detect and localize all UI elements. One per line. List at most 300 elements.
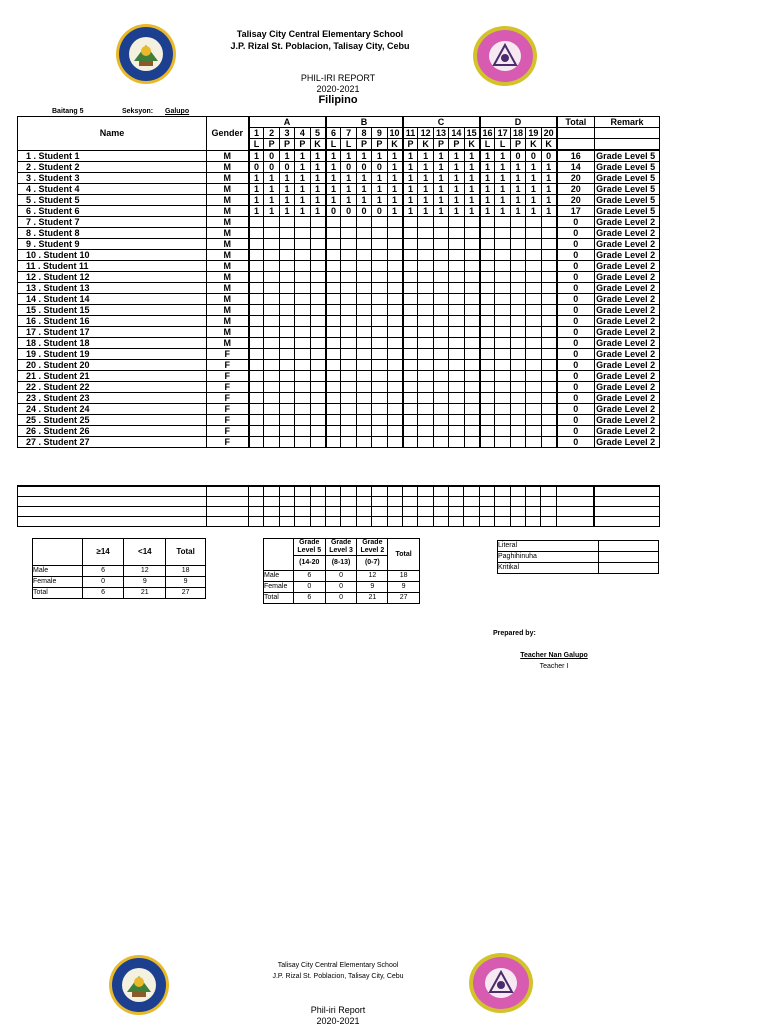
student-name-text: Student 7 — [36, 217, 80, 227]
score-cell — [403, 283, 418, 294]
col-header: Grade Level 2 — [357, 539, 388, 556]
blank-cell — [264, 507, 279, 517]
page2-school-address: J.P. Rizal St. Poblacion, Talisay City, Cebu — [272, 973, 404, 980]
student-number: 9 — [26, 239, 32, 249]
cell: 0 — [325, 582, 357, 593]
score-cell: 0 — [372, 206, 387, 217]
student-number: 2 — [26, 162, 32, 172]
student-name: 25 . Student 25 — [18, 415, 207, 426]
score-cell — [403, 371, 418, 382]
student-name: 26 . Student 26 — [18, 426, 207, 437]
score-cell — [541, 294, 556, 305]
score-cell — [541, 228, 556, 239]
score-cell: 1 — [541, 206, 556, 217]
item-number: 10 — [387, 128, 402, 139]
student-name-text: Student 20 — [41, 360, 90, 370]
blank-cell — [464, 486, 479, 497]
score-cell — [326, 217, 341, 228]
score-cell — [495, 415, 510, 426]
score-cell — [495, 437, 510, 448]
blank-cell — [279, 497, 294, 507]
item-code: P — [449, 139, 464, 151]
row-label: Male — [33, 566, 83, 577]
score-cell — [541, 349, 556, 360]
student-number: 6 — [26, 206, 32, 216]
score-cell — [326, 415, 341, 426]
item-number: 11 — [403, 128, 418, 139]
student-total: 0 — [557, 437, 595, 448]
item-code: L — [495, 139, 510, 151]
student-name: 17 . Student 17 — [18, 327, 207, 338]
score-cell — [356, 404, 371, 415]
score-cell — [326, 261, 341, 272]
score-cell — [418, 415, 433, 426]
score-cell — [295, 404, 310, 415]
score-cell — [403, 426, 418, 437]
score-cell — [433, 305, 448, 316]
score-cell — [433, 239, 448, 250]
student-name-text: Student 10 — [41, 250, 90, 260]
score-cell — [341, 283, 356, 294]
score-cell — [356, 393, 371, 404]
score-cell — [510, 371, 525, 382]
score-cell — [326, 272, 341, 283]
student-remark: Grade Level 5 — [595, 206, 660, 217]
student-name: 16 . Student 16 — [18, 316, 207, 327]
score-cell: 1 — [295, 206, 310, 217]
score-cell: 1 — [449, 206, 464, 217]
score-cell: 1 — [403, 195, 418, 206]
score-cell: 1 — [495, 184, 510, 195]
cell: 6 — [293, 593, 325, 604]
student-total: 0 — [557, 349, 595, 360]
score-cell — [279, 415, 294, 426]
score-cell — [387, 415, 402, 426]
student-total: 0 — [557, 360, 595, 371]
score-cell — [526, 338, 541, 349]
col-header: Total — [388, 539, 420, 571]
score-cell — [480, 217, 495, 228]
blank-cell — [418, 497, 433, 507]
score-cell: 1 — [356, 150, 371, 162]
score-cell — [295, 371, 310, 382]
score-summary-table — [32, 538, 206, 599]
score-cell — [387, 283, 402, 294]
score-cell — [341, 393, 356, 404]
score-cell: 1 — [433, 184, 448, 195]
score-cell: 0 — [341, 206, 356, 217]
student-row — [18, 382, 660, 393]
score-cell — [449, 338, 464, 349]
student-remark: Grade Level 2 — [595, 349, 660, 360]
item-code: P — [264, 139, 279, 151]
section-label: Seksyon: — [122, 108, 154, 115]
blank-cell — [556, 517, 594, 527]
score-cell — [387, 327, 402, 338]
score-cell — [372, 283, 387, 294]
student-row — [18, 150, 660, 162]
score-cell — [541, 239, 556, 250]
student-total: 0 — [557, 371, 595, 382]
student-gender: M — [207, 305, 249, 316]
score-cell: 1 — [279, 195, 294, 206]
student-total: 16 — [557, 150, 595, 162]
student-number: 18 — [26, 338, 37, 348]
score-cell — [480, 360, 495, 371]
student-name-text: Student 18 — [41, 338, 90, 348]
col-header: ≥14 — [82, 539, 124, 566]
blank-cell — [249, 507, 264, 517]
score-cell — [495, 294, 510, 305]
blank-cell — [594, 486, 659, 497]
score-cell — [249, 228, 264, 239]
score-cell — [295, 305, 310, 316]
score-cell — [295, 415, 310, 426]
student-name: 2 . Student 2 — [18, 162, 207, 173]
score-cell — [449, 327, 464, 338]
blank-cell — [325, 517, 340, 527]
score-cell — [541, 327, 556, 338]
score-cell: 1 — [464, 150, 479, 162]
score-cell — [310, 316, 325, 327]
score-cell — [464, 437, 479, 448]
cell: 0 — [293, 582, 325, 593]
score-cell — [403, 305, 418, 316]
score-cell — [449, 228, 464, 239]
score-cell — [495, 371, 510, 382]
score-cell — [510, 217, 525, 228]
score-cell — [387, 360, 402, 371]
score-cell — [433, 250, 448, 261]
score-cell — [480, 228, 495, 239]
range-label: (14-20 — [293, 556, 325, 571]
score-cell — [295, 283, 310, 294]
score-cell — [341, 382, 356, 393]
score-cell — [464, 371, 479, 382]
score-cell — [526, 283, 541, 294]
score-cell — [295, 217, 310, 228]
student-name-text: Student 19 — [41, 349, 90, 359]
student-name: 12 . Student 12 — [18, 272, 207, 283]
student-total: 0 — [557, 305, 595, 316]
student-remark: Grade Level 5 — [595, 195, 660, 206]
score-cell — [541, 217, 556, 228]
student-gender: F — [207, 349, 249, 360]
score-cell: 1 — [341, 184, 356, 195]
score-cell — [341, 426, 356, 437]
blank-cell — [279, 486, 294, 497]
student-remark: Grade Level 5 — [595, 184, 660, 195]
score-cell — [326, 283, 341, 294]
blank-cell — [325, 486, 340, 497]
blank-cell — [249, 497, 264, 507]
score-cell: 1 — [387, 150, 402, 162]
score-cell — [449, 404, 464, 415]
score-cell — [295, 426, 310, 437]
score-cell — [464, 316, 479, 327]
item-code: K — [387, 139, 402, 151]
score-cell — [495, 250, 510, 261]
blank-cell — [207, 497, 249, 507]
score-cell: 1 — [341, 195, 356, 206]
score-cell — [526, 272, 541, 283]
score-cell — [480, 261, 495, 272]
student-total: 0 — [557, 338, 595, 349]
score-cell: 1 — [464, 184, 479, 195]
page2-report-title: Phil-iri Report — [310, 1005, 366, 1015]
score-cell: 1 — [264, 173, 279, 184]
score-cell — [480, 272, 495, 283]
student-row — [18, 217, 660, 228]
student-gender: M — [207, 217, 249, 228]
score-cell: 1 — [279, 184, 294, 195]
score-cell: 1 — [480, 184, 495, 195]
student-gender: F — [207, 437, 249, 448]
score-cell: 1 — [480, 162, 495, 173]
student-total: 0 — [557, 382, 595, 393]
score-cell: 0 — [372, 162, 387, 173]
score-cell — [372, 349, 387, 360]
student-remark: Grade Level 2 — [595, 316, 660, 327]
score-cell — [310, 437, 325, 448]
score-cell — [372, 338, 387, 349]
score-cell: 1 — [403, 184, 418, 195]
score-cell — [326, 360, 341, 371]
score-cell — [495, 404, 510, 415]
blank-cell — [18, 517, 207, 527]
student-name-text: Student 21 — [41, 371, 90, 381]
score-cell — [510, 349, 525, 360]
score-cell: 1 — [541, 195, 556, 206]
student-remark: Grade Level 2 — [595, 415, 660, 426]
score-cell — [279, 250, 294, 261]
score-cell — [403, 404, 418, 415]
score-cell — [510, 360, 525, 371]
score-cell — [356, 283, 371, 294]
col-header: <14 — [124, 539, 166, 566]
score-cell — [526, 316, 541, 327]
score-cell: 1 — [372, 173, 387, 184]
score-cell: 1 — [526, 173, 541, 184]
score-cell — [372, 228, 387, 239]
score-cell — [541, 393, 556, 404]
score-cell: 1 — [480, 173, 495, 184]
score-cell — [326, 437, 341, 448]
score-cell — [295, 360, 310, 371]
score-cell — [510, 382, 525, 393]
score-cell — [526, 360, 541, 371]
item-code: K — [310, 139, 325, 151]
score-cell — [264, 305, 279, 316]
score-cell — [480, 283, 495, 294]
score-cell: 0 — [356, 162, 371, 173]
gender-header: Gender — [207, 117, 249, 151]
score-cell — [356, 261, 371, 272]
score-cell — [541, 338, 556, 349]
score-cell — [541, 360, 556, 371]
score-cell: 1 — [418, 195, 433, 206]
score-cell — [264, 217, 279, 228]
score-cell — [249, 327, 264, 338]
score-cell — [279, 360, 294, 371]
student-name-text: Student 1 — [36, 150, 80, 161]
score-cell — [387, 349, 402, 360]
total-header: Total — [557, 117, 595, 128]
blank-cell — [207, 486, 249, 497]
score-cell: 0 — [326, 206, 341, 217]
blank-cell — [510, 497, 525, 507]
score-cell — [249, 404, 264, 415]
score-cell — [464, 404, 479, 415]
score-cell: 1 — [356, 195, 371, 206]
blank-cell — [418, 486, 433, 497]
student-number: 11 — [26, 261, 36, 271]
score-cell — [387, 261, 402, 272]
score-cell — [510, 261, 525, 272]
student-number: 23 — [26, 393, 37, 403]
student-name: 8 . Student 8 — [18, 228, 207, 239]
score-cell — [464, 382, 479, 393]
comprehension-level-table — [497, 540, 659, 574]
score-cell: 1 — [279, 150, 294, 162]
blank-cell — [464, 497, 479, 507]
blank-cell — [402, 507, 417, 517]
score-cell — [495, 228, 510, 239]
student-name-text: Student 15 — [41, 305, 90, 315]
score-cell — [279, 404, 294, 415]
score-cell — [464, 294, 479, 305]
score-cell: 1 — [387, 206, 402, 217]
student-name-text: Student 17 — [41, 327, 90, 337]
blank-cell — [541, 497, 556, 507]
cell: 18 — [388, 571, 420, 582]
score-cell — [464, 327, 479, 338]
score-cell — [495, 239, 510, 250]
score-cell — [526, 415, 541, 426]
score-cell — [295, 393, 310, 404]
student-gender: M — [207, 316, 249, 327]
blank-cell — [556, 507, 594, 517]
score-cell — [433, 426, 448, 437]
score-cell — [418, 437, 433, 448]
score-cell: 1 — [418, 150, 433, 162]
blank-cell — [279, 517, 294, 527]
student-name: 21 . Student 21 — [18, 371, 207, 382]
score-cell — [341, 228, 356, 239]
score-cell — [433, 349, 448, 360]
blank-cell — [541, 517, 556, 527]
cell: 6 — [293, 571, 325, 582]
score-cell — [279, 272, 294, 283]
score-cell — [526, 305, 541, 316]
student-row — [18, 173, 660, 184]
score-cell: 1 — [464, 162, 479, 173]
score-cell — [372, 239, 387, 250]
score-cell — [387, 404, 402, 415]
item-number: 13 — [433, 128, 448, 139]
name-header: Name — [18, 117, 207, 151]
cell: 6 — [82, 566, 124, 577]
score-cell: 1 — [372, 184, 387, 195]
item-code: L — [326, 139, 341, 151]
score-cell — [326, 349, 341, 360]
score-cell — [341, 338, 356, 349]
score-cell — [387, 250, 402, 261]
score-cell: 1 — [295, 173, 310, 184]
student-gender: M — [207, 261, 249, 272]
score-cell — [403, 228, 418, 239]
blank-cell — [18, 486, 207, 497]
score-cell — [387, 294, 402, 305]
score-cell — [464, 217, 479, 228]
score-cell — [541, 437, 556, 448]
blank-cell — [310, 497, 325, 507]
score-cell: 1 — [526, 195, 541, 206]
blank-cell — [449, 497, 464, 507]
score-cell — [418, 404, 433, 415]
score-cell — [495, 393, 510, 404]
score-cell — [264, 239, 279, 250]
score-cell — [310, 261, 325, 272]
score-cell — [356, 316, 371, 327]
score-cell — [495, 338, 510, 349]
blank-cell — [495, 507, 510, 517]
student-name: 11 . Student 11 — [18, 261, 207, 272]
blank-cell — [341, 507, 356, 517]
score-cell — [403, 437, 418, 448]
score-cell: 1 — [356, 184, 371, 195]
item-number: 9 — [372, 128, 387, 139]
score-cell — [449, 371, 464, 382]
score-cell — [449, 272, 464, 283]
student-name: 23 . Student 23 — [18, 393, 207, 404]
score-cell — [326, 316, 341, 327]
student-name-text: Student 5 — [36, 195, 80, 205]
blank-cell — [479, 507, 494, 517]
score-cell: 1 — [541, 173, 556, 184]
score-cell — [495, 426, 510, 437]
score-cell — [356, 349, 371, 360]
score-cell — [372, 305, 387, 316]
score-cell: 1 — [495, 206, 510, 217]
score-cell — [310, 404, 325, 415]
student-number: 1 — [26, 150, 32, 161]
student-number: 21 — [26, 371, 37, 381]
student-row — [18, 404, 660, 415]
score-cell: 0 — [249, 162, 264, 173]
student-row — [18, 415, 660, 426]
score-cell — [433, 294, 448, 305]
score-cell — [279, 382, 294, 393]
total-spacer — [557, 139, 595, 151]
student-number: 7 — [26, 217, 32, 227]
score-cell: 1 — [510, 184, 525, 195]
item-number: 6 — [326, 128, 341, 139]
score-cell: 1 — [326, 195, 341, 206]
blank-cell — [479, 497, 494, 507]
score-cell: 1 — [464, 195, 479, 206]
student-remark: Grade Level 2 — [595, 393, 660, 404]
score-cell — [541, 305, 556, 316]
score-cell — [541, 382, 556, 393]
score-cell — [510, 404, 525, 415]
score-cell — [372, 393, 387, 404]
item-code: P — [279, 139, 294, 151]
student-row — [18, 437, 660, 448]
cell: 0 — [325, 593, 357, 604]
score-cell: 1 — [418, 206, 433, 217]
score-cell — [372, 294, 387, 305]
